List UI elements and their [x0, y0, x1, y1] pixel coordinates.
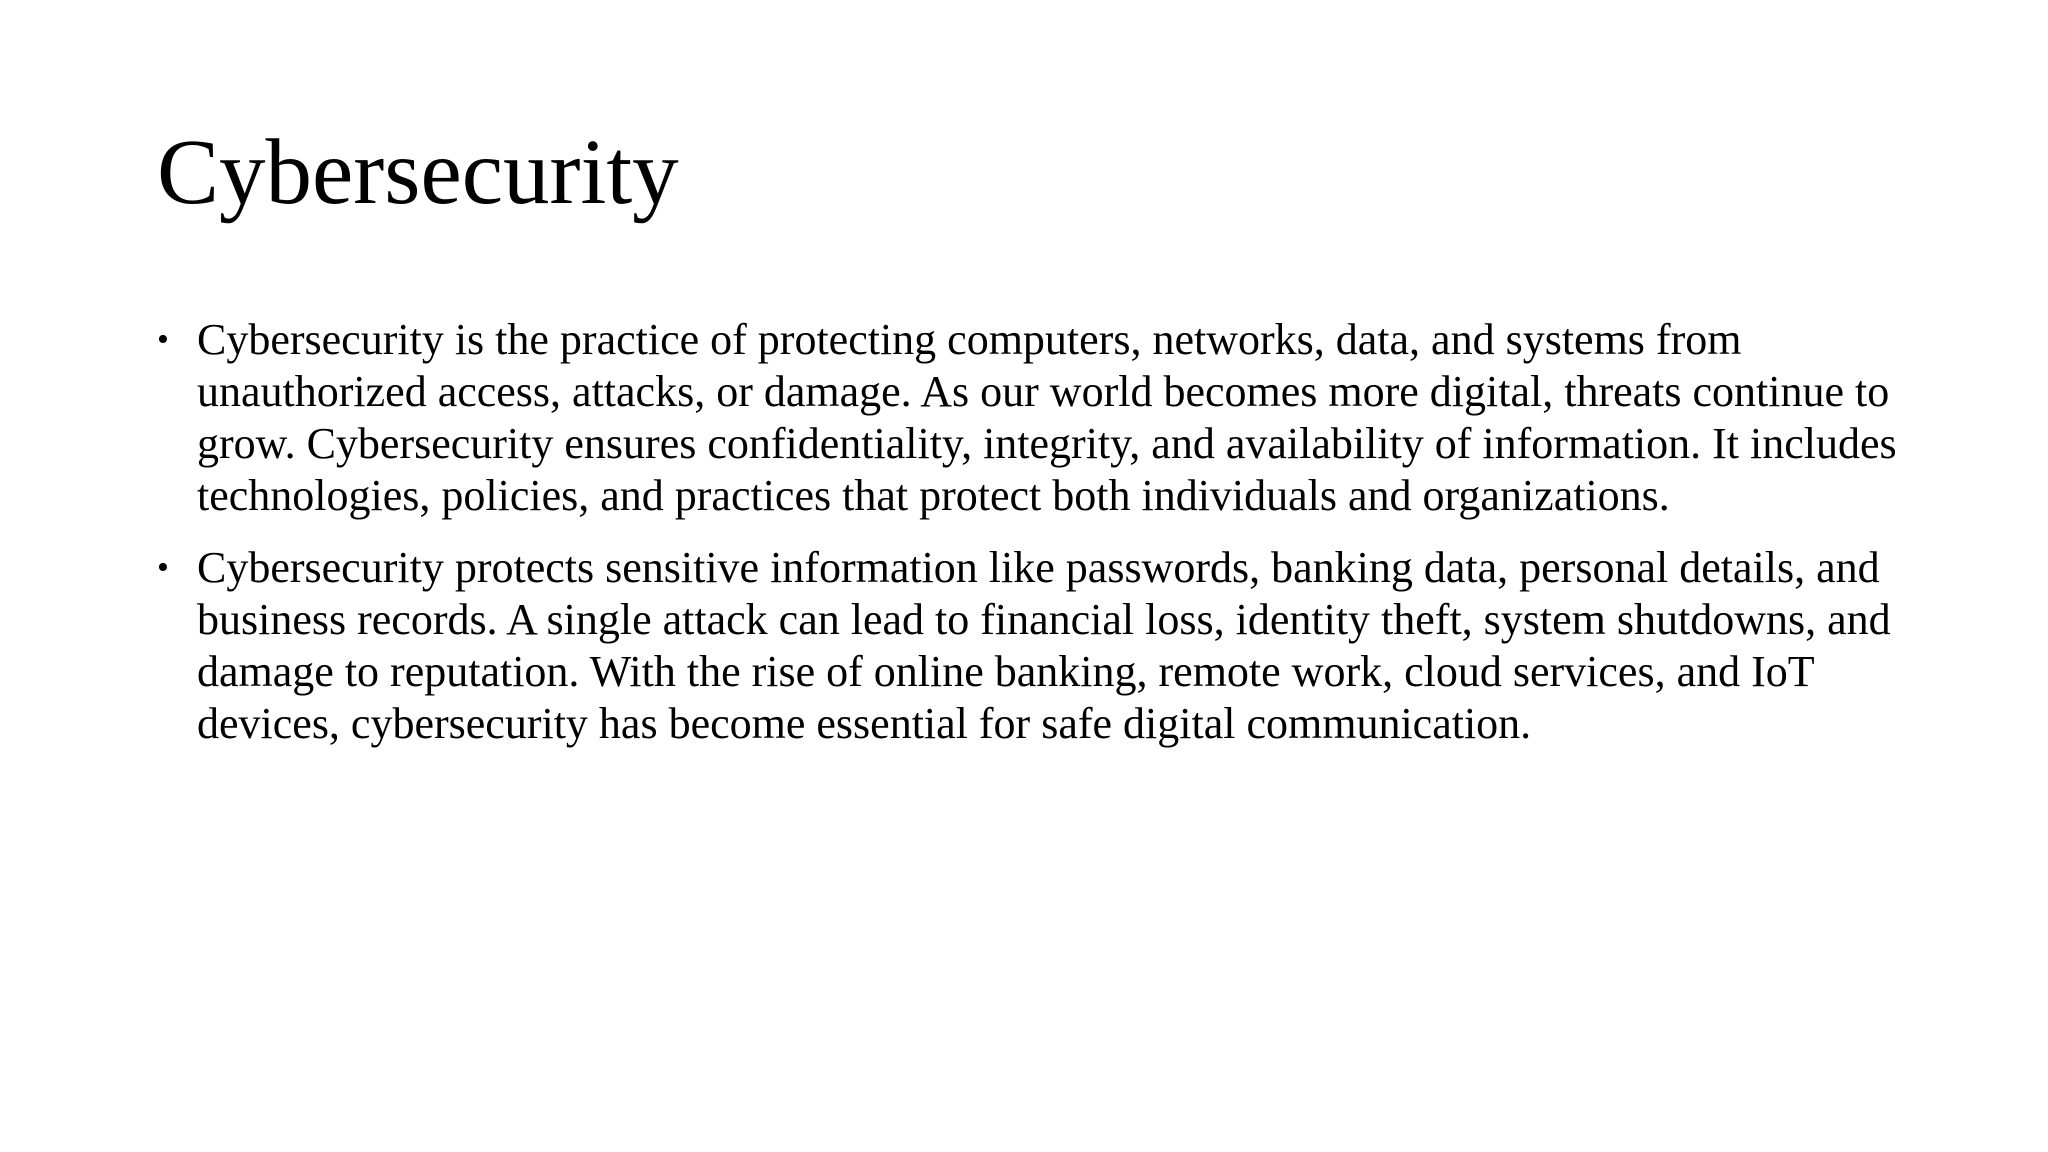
bullet-item	[157, 542, 1917, 750]
bullet-marker: •	[157, 549, 169, 586]
bullet-text: Cybersecurity is the practice of protecting computers, networks, data, and systems from unauthorized access, attacks, or damage. As our world becomes more digital, threats continue to grow. Cybersecurity ensures confidentiality, integrity, and availability of information. It includes technologies, policies, and practices that protect both individuals and organizations.	[197, 315, 1897, 520]
bullet-list	[157, 314, 1917, 770]
bullet-marker: •	[157, 321, 169, 358]
slide-title: Cybersecurity	[157, 121, 679, 224]
bullet-text: Cybersecurity protects sensitive information like passwords, banking data, personal details, and business records. A single attack can lead to financial loss, identity theft, system shutdowns, and damage to reputation. With the rise of online banking, remote work, cloud services, and IoT devices, cybersecurity has become essential for safe digital communication.	[197, 543, 1891, 748]
bullet-item	[157, 314, 1917, 522]
